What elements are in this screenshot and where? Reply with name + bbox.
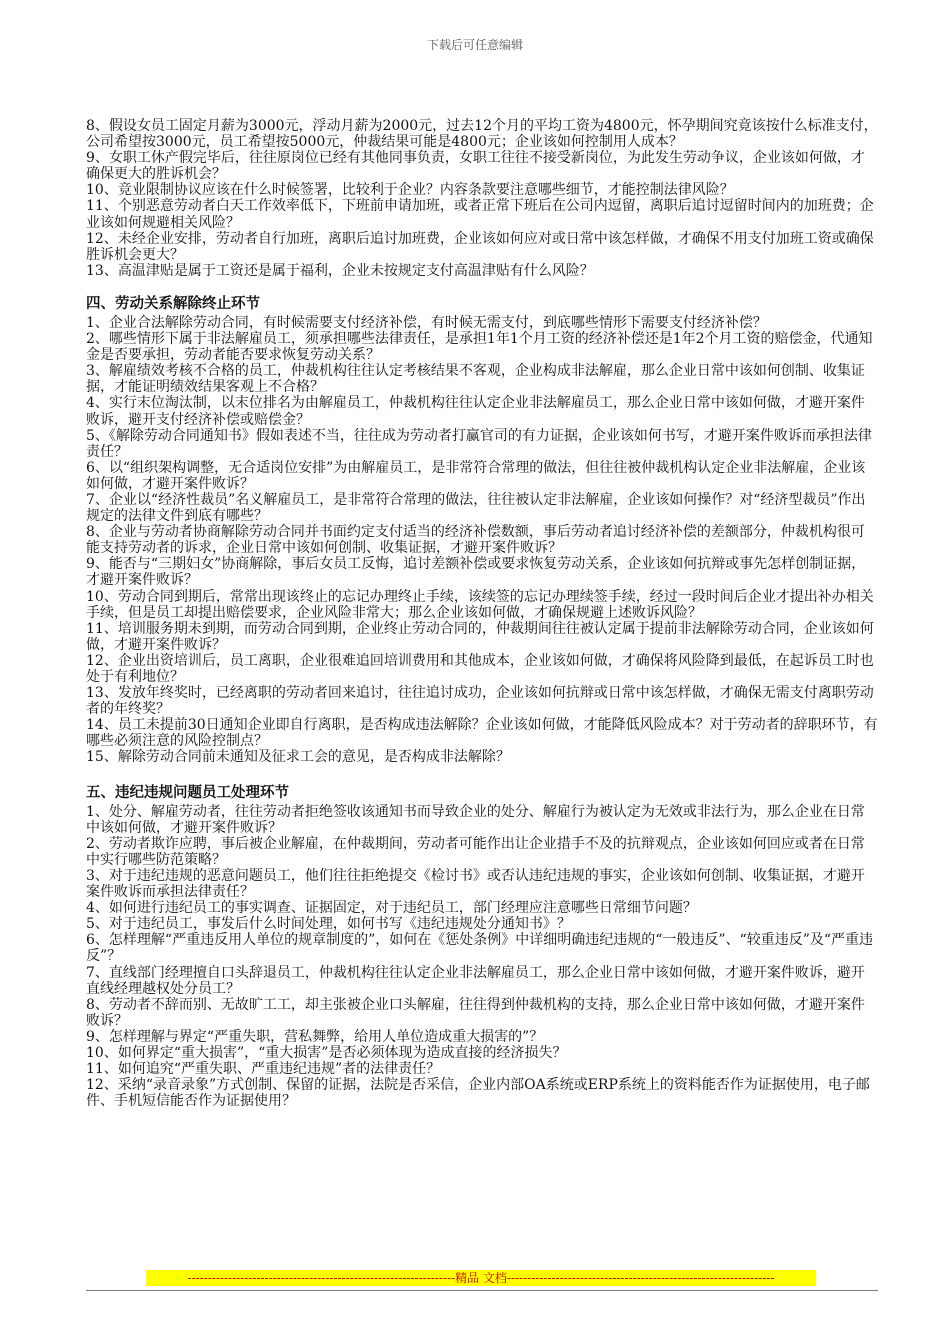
section-termination: [86, 295, 878, 766]
list-item: 10、劳动合同到期后，常常出现该终止的忘记办理终止手续，该续签的忘记办理续签手续，经过一段时间后企业才提出补办相关手续，但是员工却提出赔偿要求，企业风险非常大；那么企业该如何做，才确保规避上述败诉风险？: [86, 588, 874, 621]
list-item: 13、高温津贴是属于工资还是属于福利，企业未按规定支付高温津贴有什么风险？: [86, 262, 594, 279]
list-item: 8、劳动者不辞而别、无故旷工工，却主张被企业口头解雇，往往得到仲裁机构的支持，那么企业日常中该如何做，才避开案件败诉？: [86, 996, 865, 1029]
list-item: 11、如何追究“严重失职、严重违纪违规”者的法律责任？: [86, 1061, 441, 1078]
section-heading: 五、违纪违规问题员工处理环节: [86, 783, 289, 801]
list-item: 6、怎样理解“严重违反用人单位的规章制度的”，如何在《惩处条例》中详细明确违纪违规的“一般违反”、“较重违反”及“严重违反”？: [86, 932, 874, 965]
list-item: 9、能否与“三期妇女”协商解除，事后女员工反悔，追讨差额补偿或要求恢复劳动关系，企业该如何抗辩或事先怎样创制证据，才避开案件败诉？: [86, 556, 866, 589]
list-item: 9、女职工休产假完毕后，往往原岗位已经有其他同事负责，女职工往往不接受新岗位，为此发生劳动争议，企业该如何做，才确保更大的胜诉机会？: [86, 150, 865, 183]
list-item: 12、企业出资培训后，员工离职，企业很难追回培训费用和其他成本，企业该如何做，才确保将风险降到最低，在起诉员工时也处于有利地位？: [86, 652, 874, 685]
list-item: 15、解除劳动合同前未通知及征求工会的意见，是否构成非法解除？: [86, 749, 510, 766]
list-item: 5、《解除劳动合同通知书》假如表述不当，往往成为劳动者打赢官司的有力证据，企业该如何书写，才避开案件败诉而承担法律责任？: [86, 427, 872, 460]
list-item: 14、员工未提前30日通知企业即自行离职，是否构成违法解除？企业该如何做，才能降低风险成本？对于劳动者的辞职环节，有哪些必须注意的风险控制点？: [86, 717, 878, 750]
section-heading: 四、劳动关系解除终止环节: [86, 294, 260, 312]
list-item: 11、个别恶意劳动者白天工作效率低下，下班前申请加班，或者正常下班后在公司内逗留，离职后追讨逗留时间内的加班费；企业该如何规避相关风险？: [86, 198, 874, 231]
page-header: 下载后可任意编辑: [426, 38, 523, 52]
list-item: 6、以“组织架构调整，无合适岗位安排”为由解雇员工，是非常符合常理的做法，但往往被仲裁机构认定企业非法解雇，企业该如何做，才避开案件败诉？: [86, 459, 866, 492]
list-item: 10、竞业限制协议应该在什么时候签署，比较利于企业？内容条款要注意哪些细节，才能控制法律风险？: [86, 182, 734, 199]
list-item: 11、培训服务期未到期，而劳动合同到期，企业终止劳动合同的，仲裁期间往往被认定属于提前非法解除劳动合同，企业该如何做，才避开案件败诉？: [86, 620, 874, 653]
list-item: 4、实行末位淘汰制，以末位排名为由解雇员工，仲裁机构往往认定企业非法解雇员工，那么企业日常中该如何做，才避开案件败诉，避开支付经济补偿或赔偿金？: [86, 395, 865, 428]
list-item: 12、采纳“录音录象”方式创制、保留的证据，法院是否采信，企业内部OA系统或ERP系统上的资料能否作为证据使用，电子邮件、手机短信能否作为证据使用？: [86, 1077, 870, 1110]
footer-divider: [86, 1290, 878, 1291]
items-part-3: [86, 118, 878, 279]
list-item: 10、如何界定“重大损害”，“重大损害”是否必须体现为造成直接的经济损失？: [86, 1044, 567, 1061]
list-item: 7、企业以“经济性裁员”名义解雇员工，是非常符合常理的做法，往往被认定非法解雇，企业该如何操作？对“经济型裁员”作出规定的法律文件到底有哪些？: [86, 491, 866, 525]
list-item: 2、劳动者欺诈应聘，事后被企业解雇，在仲裁期间，劳动者可能作出让企业措手不及的抗辩观点，企业该如何回应或者在日常中实行哪些防范策略？: [86, 835, 865, 868]
list-item: 7、直线部门经理擅自口头辞退员工，仲裁机构往往认定企业非法解雇员工，那么企业日常中该如何做，才避开案件败诉，避开直线经理越权处分员工？: [86, 964, 865, 997]
list-item: 2、哪些情形下属于非法解雇员工，须承担哪些法律责任，是承担1年1个月工资的经济补偿还是1年2个月工资的赔偿金，代通知金是否要承担，劳动者能否要求恢复劳动关系？: [86, 331, 873, 364]
list-item: 12、未经企业安排，劳动者自行加班，离职后追讨加班费，企业该如何应对或日常中该怎样做，才确保不用支付加班工资或确保胜诉机会更大？: [86, 230, 874, 263]
section-discipline: [86, 784, 878, 1110]
list-item: 8、企业与劳动者协商解除劳动合同并书面约定支付适当的经济补偿数额，事后劳动者追讨经济补偿的差额部分，仲裁机构很可能支持劳动者的诉求，企业日常中该如何创制、收集证据，才避开案件败诉？: [86, 524, 865, 557]
list-item: 1、企业合法解除劳动合同，有时候需要支付经济补偿，有时候无需支付，到底哪些情形下需要支付经济补偿？: [86, 314, 767, 331]
list-item: 8、假设女员工固定月薪为3000元，浮动月薪为2000元，过去12个月的平均工资为4800元，怀孕期间究竟该按什么标准支付，公司希望按3000元，员工希望按5000元，仲裁结果可能是4800元；企业该如何控制用人成本？: [86, 118, 878, 151]
list-item: 13、发放年终奖时，已经离职的劳动者回来追讨，往往追讨成功，企业该如何抗辩或日常中该怎样做，才确保无需支付离职劳动者的年终奖？: [86, 685, 874, 718]
list-item: 3、对于违纪违规的恶意问题员工，他们往往拒绝提交《检讨书》或否认违纪违规的事实，企业该如何创制、收集证据，才避开案件败诉而承担法律责任？: [86, 867, 865, 901]
list-item: 3、解雇绩效考核不合格的员工，仲裁机构往往认定考核结果不客观，企业构成非法解雇，那么企业日常中该如何创制、收集证据，才能证明绩效结果客观上不合格？: [86, 363, 865, 396]
list-item: 9、怎样理解与界定“严重失职，营私舞弊，给用人单位造成重大损害的”？: [86, 1028, 544, 1045]
list-item: 4、如何进行违纪员工的事实调查、证据固定，对于违纪员工，部门经理应注意哪些日常细节问题？: [86, 900, 697, 917]
document-body: [86, 118, 878, 1109]
list-item: 5、对于违纪员工，事发后什么时间处理，如何书写《违纪违规处分通知书》？: [86, 916, 571, 933]
page-footer: ------------------------------------------------------------------精品 文档------------------------------------------------------------------: [146, 1270, 816, 1286]
list-item: 1、处分、解雇劳动者，往往劳动者拒绝签收该通知书而导致企业的处分、解雇行为被认定为无效或非法行为，那么企业在日常中该如何做，才避开案件败诉？: [86, 803, 865, 836]
